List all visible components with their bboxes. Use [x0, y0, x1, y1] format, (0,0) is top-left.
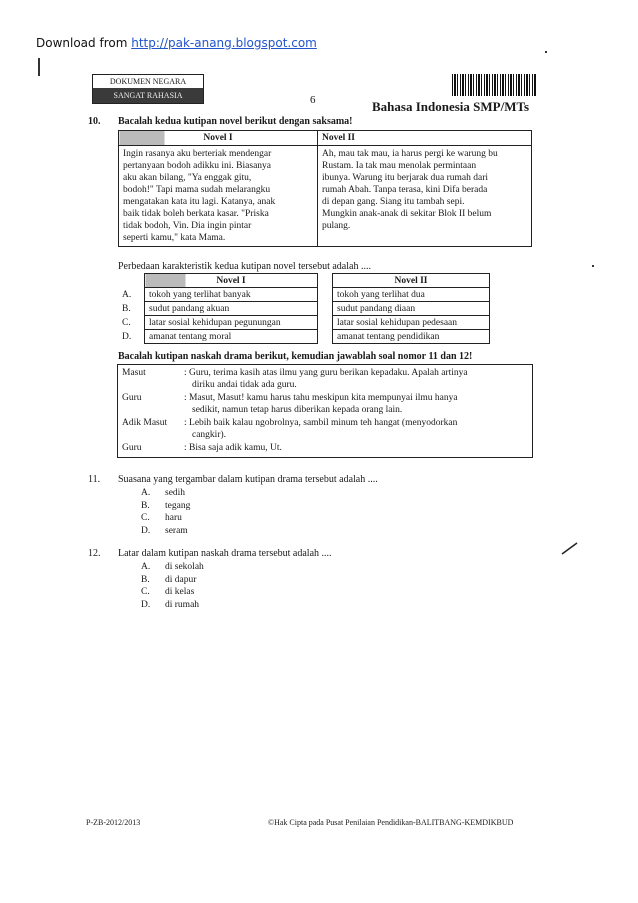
text-line: pertanyaan bodoh adikku ini. Biasanya: [123, 161, 272, 171]
secret-label: SANGAT RAHASIA: [93, 88, 203, 103]
footer-copyright: ©Hak Cipta pada Pusat Penilaian Pendidikan-BALITBANG-KEMDIKBUD: [268, 818, 514, 827]
options-header-novel1: Novel I: [145, 274, 318, 288]
drama-speaker: Guru: [122, 393, 142, 403]
text-line: Ah, mau tak mau, ia harus pergi ke warung bu: [322, 149, 498, 159]
q12-choices: [141, 561, 204, 611]
option-letter: B.: [122, 303, 131, 314]
option-row-d[interactable]: [122, 330, 490, 344]
choice-a[interactable]: A. sedih: [141, 488, 186, 498]
choice-a[interactable]: A. di sekolah: [141, 562, 204, 572]
download-line: [36, 36, 317, 50]
text-line: tidak bodoh, Vin. Dia ingin pintar: [123, 221, 252, 231]
option-letter: C.: [122, 317, 131, 328]
choice-b[interactable]: B. di dapur: [141, 574, 197, 585]
drama-text-cont: sedikit, namun tetap harus diberikan kepada orang lain.: [192, 405, 403, 415]
q11-choices: [141, 487, 190, 537]
q12-question: Latar dalam kutipan naskah drama tersebut adalah ....: [118, 548, 332, 559]
subject-title: Bahasa Indonesia SMP/MTs: [372, 99, 530, 114]
option-novel1: amanat tentang moral: [145, 330, 318, 344]
novel2-header: Novel II: [318, 131, 532, 146]
option-novel2: tokoh yang terlihat dua: [333, 288, 490, 302]
option-row-a[interactable]: [122, 288, 490, 302]
text-line: di depan gang. Siang itu tambah sepi.: [322, 197, 465, 207]
drama-text-cont: cangkir).: [192, 430, 227, 440]
q11-number: 11.: [88, 474, 101, 485]
page-number: 6: [310, 94, 316, 106]
choice-d[interactable]: D. di rumah: [141, 599, 200, 610]
choice-b[interactable]: B. tegang: [141, 500, 191, 511]
option-novel1: latar sosial kehidupan pegunungan: [145, 316, 318, 330]
drama-instruction: Bacalah kutipan naskah drama berikut, kemudian jawablah soal nomor 11 dan 12!: [118, 351, 473, 362]
drama-excerpt-box: [117, 364, 533, 458]
q11-question: Suasana yang tergambar dalam kutipan drama tersebut adalah ....: [118, 474, 378, 485]
text-line: seperti kamu," kata Mama.: [123, 233, 226, 243]
text-line: ibunya. Warung itu berjarak dua rumah dari: [322, 173, 489, 183]
choice-c[interactable]: C. di kelas: [141, 587, 195, 597]
drama-text: : Bisa saja adik kamu, Ut.: [184, 443, 282, 453]
footer-code: P-ZB-2012/2013: [86, 818, 141, 827]
drama-speaker: Guru: [122, 443, 142, 453]
drama-line: [122, 417, 528, 441]
speck: [592, 265, 594, 267]
choice-d[interactable]: D. seram: [141, 525, 188, 536]
q10-number: 10.: [88, 116, 101, 127]
option-novel2: sudut pandang diaan: [333, 302, 490, 316]
option-novel1: tokoh yang terlihat banyak: [145, 288, 318, 302]
option-row-c[interactable]: [122, 316, 490, 330]
speck: [545, 51, 547, 53]
q10-question: Perbedaan karakteristik kedua kutipan novel tersebut adalah ....: [118, 261, 371, 272]
option-novel2: amanat tentang pendidikan: [333, 330, 490, 344]
option-novel2: latar sosial kehidupan pedesaan: [333, 316, 490, 330]
text-line: pulang.: [322, 221, 351, 231]
doc-label: DOKUMEN NEGARA: [109, 77, 187, 86]
download-link[interactable]: http://pak-anang.blogspot.com: [131, 36, 317, 50]
drama-line: [122, 392, 528, 416]
text-line: Rustam. Ia tak mau menolak permintaan: [322, 161, 477, 171]
text-line: bodoh!" Tapi mama sudah melarangku: [123, 185, 271, 195]
drama-text: : Guru, terima kasih atas ilmu yang guru berikan kepadaku. Apalah artinya: [184, 368, 468, 378]
download-prefix: Download from: [36, 36, 128, 50]
drama-line: [122, 367, 528, 391]
choice-c[interactable]: C. haru: [141, 513, 182, 523]
drama-text-cont: diriku andai tidak ada guru.: [192, 380, 297, 390]
options-header-novel2: Novel II: [333, 274, 490, 288]
classification-box: [92, 74, 204, 104]
q10-options-table: [122, 273, 490, 344]
option-letter: A.: [122, 289, 132, 300]
margin-mark: [38, 58, 40, 76]
q10-instruction: Bacalah kedua kutipan novel berikut dengan saksama!: [118, 116, 353, 127]
text-line: rumah Abah. Tanpa terasa, kini Difa berada: [322, 185, 488, 195]
text-line: mengatakan kata itu lagi. Katanya, anak: [123, 197, 276, 207]
barcode-icon: [452, 74, 536, 96]
option-letter: D.: [122, 331, 132, 342]
novel2-text: [318, 146, 532, 247]
novel1-header: Novel I: [119, 131, 318, 146]
q12-number: 12.: [88, 548, 101, 559]
drama-text: : Masut, Masut! kamu harus tahu meskipun kita mempunyai ilmu hanya: [184, 393, 458, 403]
option-novel1: sudut pandang akuan: [145, 302, 318, 316]
text-line: baik tidak boleh berkata kasar. "Priska: [123, 209, 269, 219]
novel-excerpt-table: [118, 130, 532, 247]
text-line: aku akan bilang, "Ya enggak gitu,: [123, 173, 252, 183]
drama-line: [122, 442, 528, 454]
drama-text: : Lebih baik kalau ngobrolnya, sambil minum teh hangat (menyodorkan: [184, 418, 458, 428]
text-line: Ingin rasanya aku berteriak mendengar: [123, 149, 272, 159]
novel1-text: [119, 146, 318, 247]
text-line: Mungkin anak-anak di sekitar Blok II belum: [322, 209, 492, 219]
option-row-b[interactable]: [122, 302, 490, 316]
drama-speaker: Masut: [122, 368, 146, 378]
pen-mark-icon: [560, 540, 580, 556]
drama-speaker: Adik Masut: [122, 418, 168, 428]
